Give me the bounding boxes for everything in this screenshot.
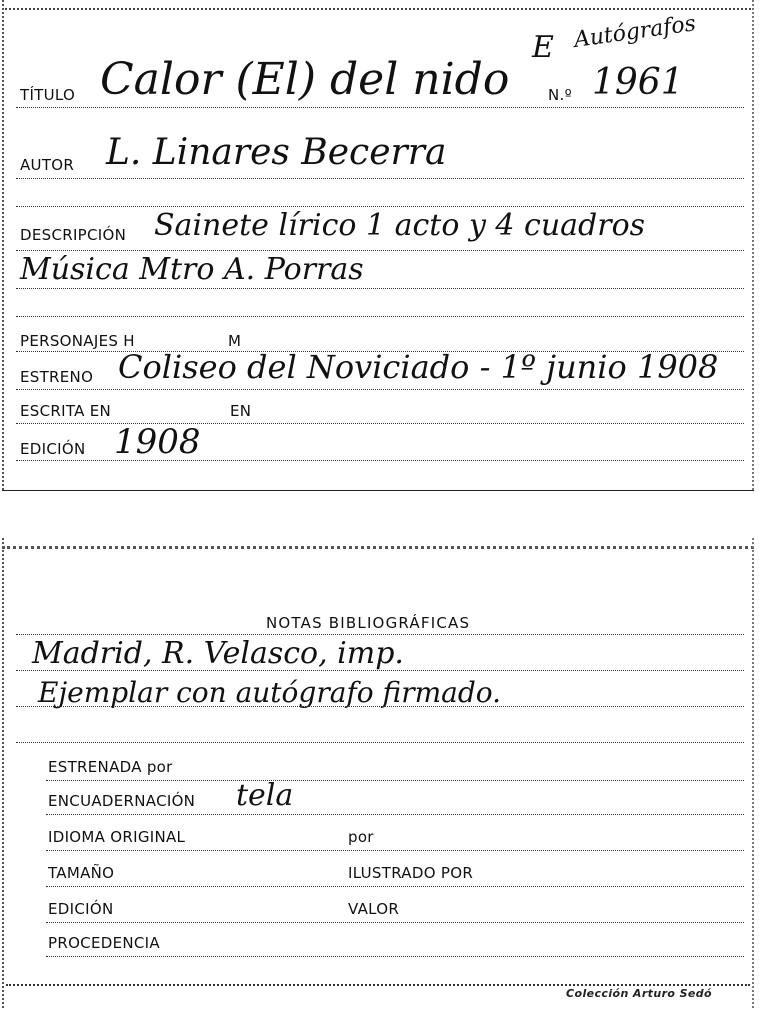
back-left-edge <box>2 538 4 1008</box>
valor-label: VALOR <box>348 900 400 918</box>
collection-credit: Colección Arturo Sedó <box>566 987 712 1000</box>
annotation-e: E <box>532 30 554 65</box>
descripcion-rule-3 <box>16 316 744 317</box>
titulo-rule <box>16 107 744 108</box>
autor-value: L. Linares Becerra <box>106 132 447 173</box>
escrita-en-label: ESCRITA EN <box>20 402 112 420</box>
estreno-label: ESTRENO <box>20 368 94 386</box>
descripcion-rule-2 <box>16 288 744 289</box>
encuadernacion-rule <box>46 814 744 815</box>
card-left-edge <box>2 0 4 490</box>
descripcion-rule-1 <box>16 250 744 251</box>
tamano-label: TAMAÑO <box>48 864 115 882</box>
numero-label: N.º <box>548 86 572 104</box>
titulo-label: TÍTULO <box>20 86 76 104</box>
ilustrado-por-label: ILUSTRADO POR <box>348 864 474 882</box>
encuadernacion-value: tela <box>236 778 294 813</box>
notes-line2: Ejemplar con autógrafo firmado. <box>38 676 502 709</box>
catalog-card-back <box>2 538 754 1008</box>
edicion-back-rule <box>46 922 744 923</box>
notas-heading: NOTAS BIBLIOGRÁFICAS <box>266 614 471 632</box>
procedencia-rule <box>46 956 744 957</box>
annotation-autografos: Autógrafos <box>572 11 698 54</box>
autor-rule-2 <box>16 206 744 207</box>
por-text: por <box>348 828 374 846</box>
catalog-card-front <box>2 0 754 491</box>
estreno-value: Coliseo del Noviciado - 1º junio 1908 <box>118 348 719 386</box>
por-label <box>348 828 374 846</box>
estrenada-por-label <box>48 758 173 776</box>
numero-value: 1961 <box>592 62 684 103</box>
edicion-label: EDICIÓN <box>20 440 86 458</box>
idioma-original-label: IDIOMA ORIGINAL <box>48 828 186 846</box>
personajes-m-label: M <box>228 332 242 350</box>
back-edicion-label: EDICIÓN <box>48 900 114 918</box>
titulo-value: Calor (El) del nido <box>100 54 510 105</box>
encuadernacion-label: ENCUADERNACIÓN <box>48 792 196 810</box>
card-top-edge <box>2 8 754 10</box>
personajes-label: PERSONAJES H <box>20 332 135 350</box>
estrenada-rule <box>46 780 744 781</box>
notas-rule-1 <box>16 670 744 671</box>
card-right-edge <box>752 0 754 490</box>
descripcion-label: DESCRIPCIÓN <box>20 226 127 244</box>
edicion-rule <box>16 460 744 461</box>
notas-rule-0 <box>16 634 744 635</box>
idioma-rule <box>46 850 744 851</box>
notes-line1: Madrid, R. Velasco, imp. <box>32 636 404 671</box>
procedencia-label: PROCEDENCIA <box>48 934 160 952</box>
edicion-value: 1908 <box>114 422 201 462</box>
autor-label: AUTOR <box>20 156 75 174</box>
notas-rule-2 <box>16 706 744 707</box>
autor-rule <box>16 178 744 179</box>
back-top-edge <box>2 546 754 549</box>
descripcion-line2: Música Mtro A. Porras <box>20 252 364 287</box>
tamano-rule <box>46 886 744 887</box>
descripcion-line1: Sainete lírico 1 acto y 4 cuadros <box>154 208 646 243</box>
back-bottom-rule <box>6 984 750 986</box>
escrita-en2-label: EN <box>230 402 252 420</box>
notas-rule-3 <box>16 742 744 743</box>
back-right-edge <box>752 538 754 1008</box>
estreno-rule <box>16 389 744 390</box>
estrenada-por-text: ESTRENADA por <box>48 758 173 776</box>
